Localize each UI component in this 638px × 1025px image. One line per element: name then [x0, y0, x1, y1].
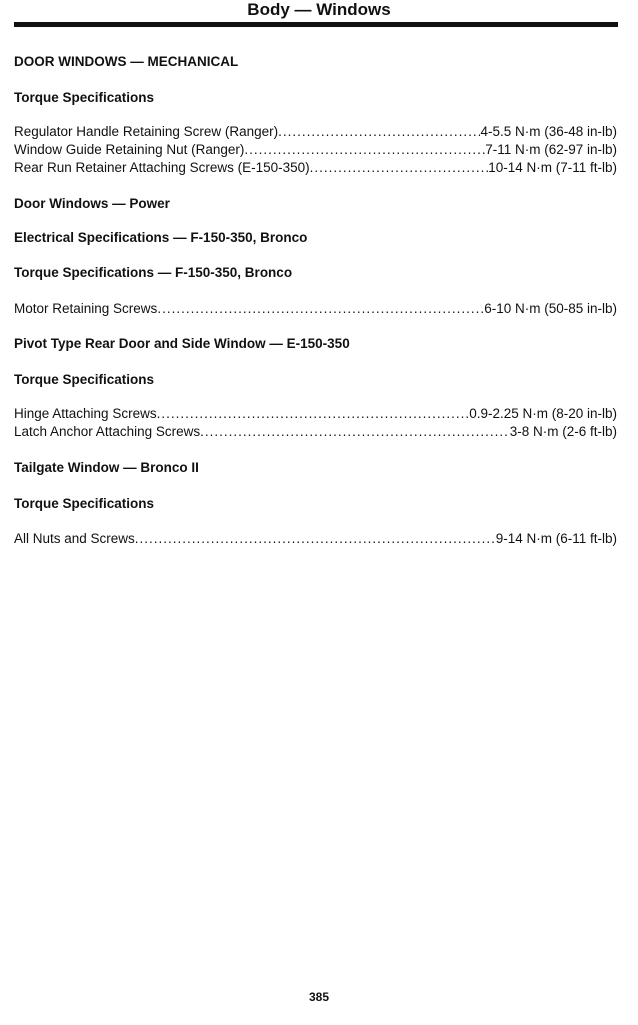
spec-value: 10-14 N·m (7-11 ft-lb)	[488, 160, 617, 175]
spec-row	[14, 160, 617, 176]
page-title: Body — Windows	[247, 0, 391, 19]
spec-row	[14, 424, 617, 440]
subheading-electrical-specifications: Electrical Specifications — F-150-350, Bronco	[14, 230, 308, 245]
spec-value: 0.9-2.25 N·m (8-20 in-lb)	[469, 406, 617, 421]
spec-label: Window Guide Retaining Nut (Ranger)	[14, 142, 245, 157]
spec-label: Motor Retaining Screws	[14, 301, 158, 316]
section-heading-tailgate-window: Tailgate Window — Bronco II	[14, 460, 199, 475]
page-number: 385	[308, 990, 330, 1004]
dot-leader	[157, 406, 470, 422]
spec-label: All Nuts and Screws	[14, 531, 135, 546]
spec-label: Hinge Attaching Screws	[14, 406, 157, 421]
subheading-torque-specifications: Torque Specifications — F-150-350, Bronco	[14, 265, 293, 280]
spec-label: Latch Anchor Attaching Screws	[14, 424, 201, 439]
subheading-torque-specifications: Torque Specifications	[14, 496, 155, 511]
spec-row	[14, 124, 617, 140]
subheading-torque-specifications: Torque Specifications	[14, 372, 155, 387]
dot-leader	[244, 142, 485, 158]
section-heading-door-windows-mechanical: DOOR WINDOWS — MECHANICAL	[14, 54, 239, 69]
subheading-torque-specifications: Torque Specifications	[14, 90, 155, 105]
spec-row	[14, 406, 617, 422]
spec-value: 9-14 N·m (6-11 ft-lb)	[495, 531, 617, 546]
section-heading-door-windows-power: Door Windows — Power	[14, 196, 170, 211]
spec-value: 6-10 N·m (50-85 in-lb)	[484, 301, 617, 316]
dot-leader	[135, 531, 496, 547]
dot-leader	[310, 160, 489, 176]
spec-row	[14, 531, 617, 547]
spec-value: 4-5.5 N·m (36-48 in-lb)	[480, 124, 617, 139]
title-rule	[14, 22, 618, 27]
dot-leader	[278, 124, 480, 140]
dot-leader	[157, 301, 484, 317]
spec-label: Regulator Handle Retaining Screw (Ranger)	[14, 124, 279, 139]
spec-value: 3-8 N·m (2-6 ft-lb)	[509, 424, 617, 439]
spec-row	[14, 142, 617, 158]
spec-value: 7-11 N·m (62-97 in-lb)	[485, 142, 617, 157]
spec-row	[14, 301, 617, 317]
spec-label: Rear Run Retainer Attaching Screws (E-150-350)	[14, 160, 310, 175]
section-heading-pivot-type-rear-door: Pivot Type Rear Door and Side Window — E-150-350	[14, 336, 350, 351]
dot-leader	[200, 424, 510, 440]
